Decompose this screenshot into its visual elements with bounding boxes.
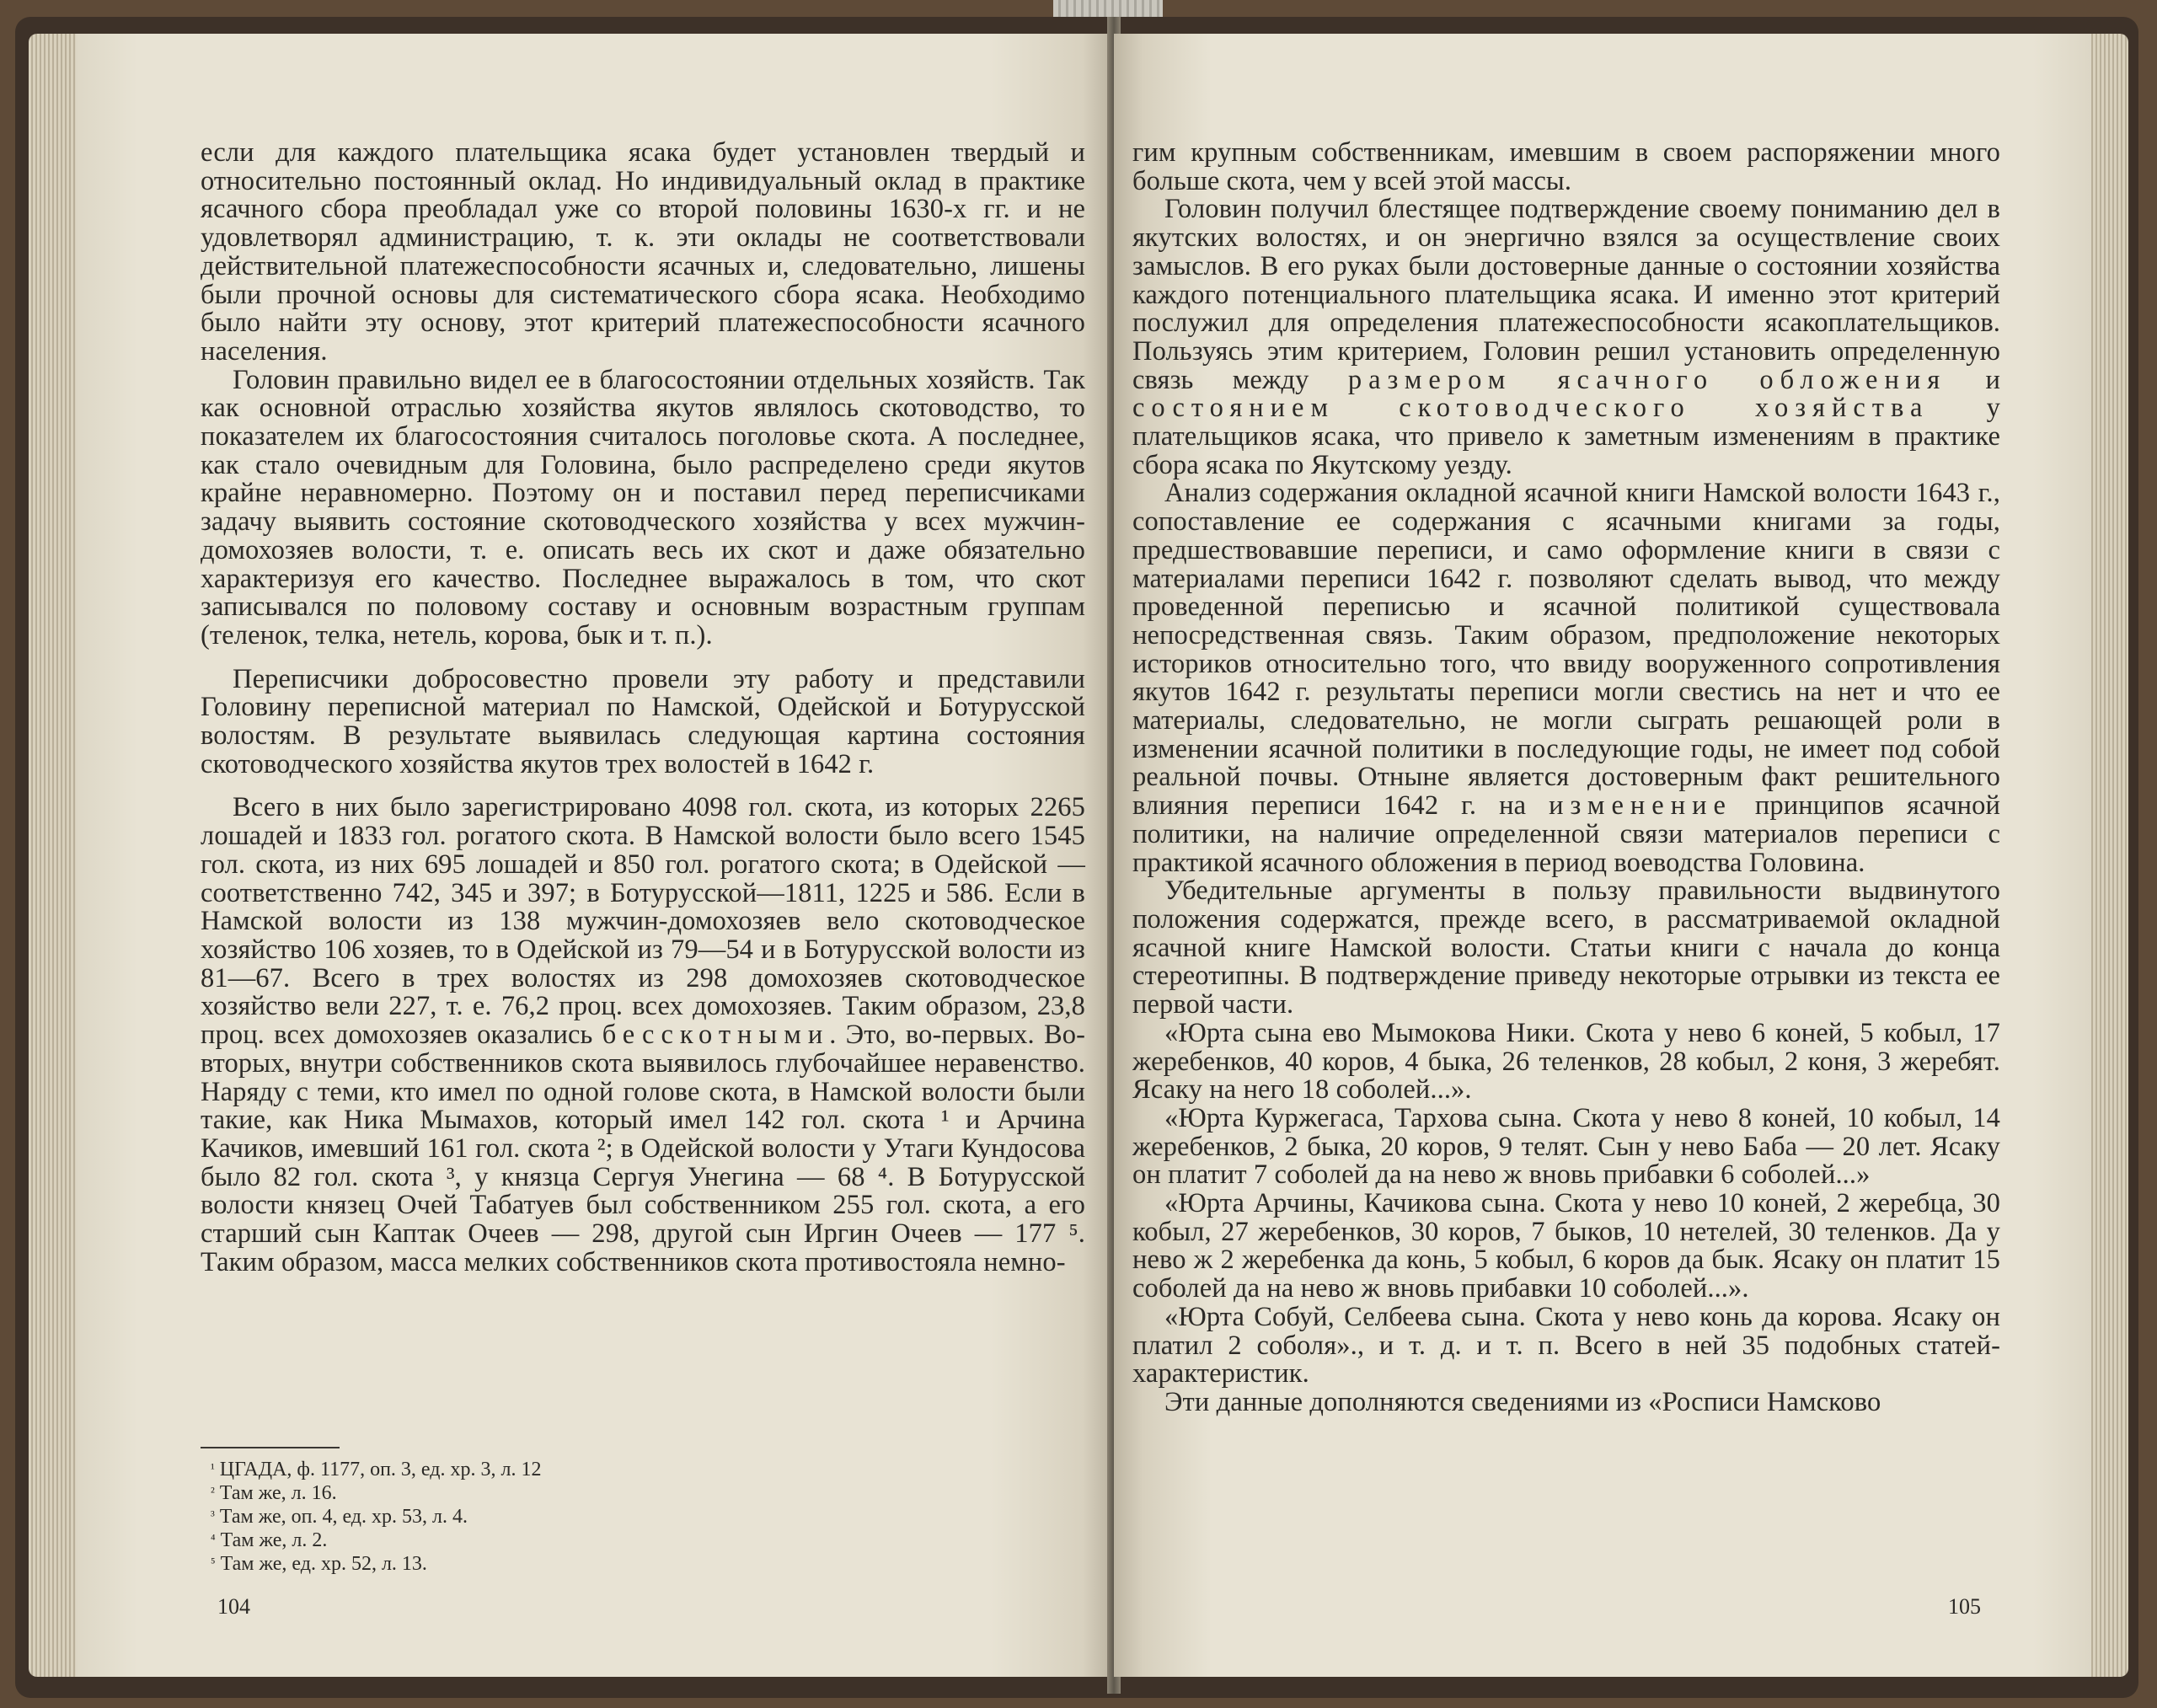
paragraph-text: у плательщиков ясака, что привело к заметным изменениям в практике сбора ясака по Якутскому уезду. — [1132, 393, 2001, 480]
emphasized-word: изменение — [1549, 790, 1732, 822]
paragraph-text: Анализ содержания окладной ясачной книги Намской волости 1643 г., сопоставление ее содержания с ясачными книгами за годы, предшествовавшие переписи, и само оформление книги в связи с материалами переписи 1642 г. позволяют сделать вывод, что между проведенной переписью и ясачной политикой существовала непосредственная связь. Таким образом, предположение некоторых историков относительно того, что ввиду вооруженного сопротивления якутов 1642 г. результаты переписи могли свестись на нет и что ее материалы, следовательно, не могли сыграть решающей роли в изменении ясачной политики в последующие годы, не имеет под собой реальной почвы. Отныне является достоверным факт решительного влияния переписи 1642 г. на — [1132, 478, 2000, 822]
footnote — [211, 1552, 969, 1576]
footnote-divider — [201, 1447, 340, 1448]
quote-paragraph: «Юрта сына ево Мымокова Ники. Скота у нево 6 коней, 5 кобыл, 17 жеребенков, 40 коров, 4 быка, 26 теленков, 28 кобыл, 2 коня, 3 жеребят. Ясаку на него 18 соболей...». — [1132, 1017, 2000, 1106]
paragraph-text: принципов ясачной политики, на наличие определенной связи материалов переписи с практикой ясачного обложения в период воеводства Головина. — [1132, 790, 2000, 878]
paragraph: Убедительные аргументы в пользу правильности выдвинутого положения содержатся, прежде всего, в рассматриваемой окладной ясачной книге Намской волости. Статьи книги с начала до конца стереотипны. В подтверждение приведу некоторые отрывки из текста ее первой части. — [1132, 875, 2000, 1020]
paragraph: Переписчики добросовестно провели эту работу и представили Головину переписной материал по Намской, Одейской и Ботурусской волостям. В результате выявилась следующая картина состояния скотоводческого хозяйства якутов трех волостей в 1642 г. — [201, 663, 1085, 779]
left-page-text — [201, 139, 1085, 1277]
paragraph — [1132, 479, 2000, 877]
quote-paragraph: «Юрта Арчины, Качикова сына. Скота у нево 10 коней, 2 жеребца, 30 кобыл, 27 жеребенков, 30 коров, 7 быков, 10 нетелей, 30 теленков. Да у нево ж 2 жеребенка да конь, 5 кобыл, 6 коров да бык. Ясаку он платит 15 соболей да на нево ж вновь прибавки 10 соболей...». — [1132, 1188, 2000, 1304]
footnote — [211, 1505, 969, 1529]
paragraph-text: Всего в них было зарегистрировано 4098 гол. скота, из которых 2265 лошадей и 1833 гол. рогатого скота. В Намской волости было всего 1545 гол. скота, из них 695 лошадей и 850 гол. рогатого скота; в Одейской — соответственно 742, 345 и 397; в Ботурусской—1811, 1225 и 586. Если в Намской волости из 138 мужчин-домохозяев вело скотоводческое хозяйство 106 хозяев, то в Одейской из 79—54 и в Ботурусской волости из 81—67. Всего в трех волостях из 298 домохозяев скотоводческое хозяйство вели 227, т. е. 76,2 проц. всех домохозяев. Таким образом, 23,8 проц. всех домохозяев оказались — [201, 792, 1085, 1051]
left-page — [76, 34, 1114, 1677]
quote-paragraph: «Юрта Куржегаса, Тархова сына. Скота у нево 8 коней, 10 кобыл, 14 жеребенков, 2 быка, 20 коров, 9 телят. Сын у нево Баба — 20 лет. Ясаку он платит 7 соболей да на нево ж вновь прибавки 6 соболей...» — [1132, 1102, 2000, 1191]
footnote-text: Там же, оп. 4, ед. хр. 53, л. 4. — [219, 1506, 468, 1528]
footnote-number: ⁴ — [211, 1533, 216, 1547]
footnote-text: Там же, л. 2. — [220, 1529, 328, 1551]
footnote — [211, 1481, 969, 1505]
paragraph: если для каждого плательщика ясака будет установлен твердый и относительно постоянный оклад. Но индивидуальный оклад в практике ясачного сбора преобладал уже со второй половины 1630-х гг. и не удовлетворял администрацию, т. к. эти оклады не соответствовали действительной платежеспособности ясачных и, следовательно, лишены были прочной основы для систематического сбора ясака. Необходимо было найти эту основу, этот критерий платежеспособности ясачного населения. — [201, 137, 1085, 367]
paragraph: гим крупным собственникам, имевшим в своем распоряжении много больше скота, чем у всей этой массы. — [1132, 137, 2000, 196]
page-number: 104 — [217, 1594, 250, 1619]
right-page-text — [1132, 139, 2000, 1417]
footnote — [211, 1529, 969, 1552]
paragraph — [201, 794, 1085, 1277]
paragraph: Головин правильно видел ее в благосостоянии отдельных хозяйств. Так как основной отраслью хозяйства якутов являлось скотоводство, то показателем их благосостояния считалось поголовье скота. А последнее, как стало очевидным для Головина, было распределено среди якутов крайне неравномерно. Поэтому он и поставил перед переписчиками задачу выявить состояние скотоводческого хозяйства у всех мужчин-домохозяев волости, т. е. описать весь их скот и даже обязательно характеризуя его качество. Последнее выражалось в том, что скот записывался по половому составу и основным возрастным группам (теленок, телка, нетель, корова, бык и т. п.). — [201, 364, 1085, 651]
paragraph-text: и — [1946, 364, 2001, 395]
emphasized-word: бесскотными — [602, 1020, 830, 1051]
emphasized-phrase: состоянием скотоводческого хозяйства — [1132, 393, 1930, 424]
right-page — [1114, 34, 2091, 1677]
emphasized-phrase: размером ясачного обложения — [1347, 364, 1947, 395]
page-number: 105 — [1948, 1594, 1981, 1619]
paragraph-text: Головин получил блестящее подтверждение своему пониманию дел в якутских волостях, и он энергично взялся за осуществление своих замыслов. В его руках были достоверные данные о состоянии хозяйства каждого потенциального плательщика ясака. И именно этот критерий послужил для определения платежеспособности ясакоплательщиков. Пользуясь этим критерием, Головин решил установить определенную связь между — [1132, 194, 2000, 395]
paragraph-text: . Это, во-первых. Во-вторых, внутри собственников скота выявилось глубочайшее неравенство. Наряду с теми, кто имел по одной голове скота, в Намской волости были такие, как Ника Мымахов, который имел 142 гол. скота ¹ и Арчина Качиков, имевший 161 гол. скота ²; в Одейской волости у Утаги Кундосова было 82 гол. скота ³, у князца Сергуя Унегина — 68 ⁴. В Ботурусской волости князец Очей Табатуев был собственником 255 гол. скота, а его старший сын Каптак Очеев — 298, другой сын Иргин Очеев — 177 ⁵. Таким образом, масса мелких собственников скота противостояла немно- — [201, 1020, 1085, 1277]
footnote — [211, 1458, 969, 1481]
footnote-text: ЦГАДА, ф. 1177, оп. 3, ед. хр. 3, л. 12 — [219, 1459, 542, 1480]
quote-paragraph: «Юрта Собуй, Селбеева сына. Скота у нево конь да корова. Ясаку он платил 2 соболя»., и т. д. и т. п. Всего в ней 35 подобных статей-характеристик. — [1132, 1301, 2000, 1389]
footnote-number: ² — [211, 1486, 215, 1500]
footnote-text: Там же, ед. хр. 52, л. 13. — [220, 1553, 427, 1575]
footnote-number: ³ — [211, 1509, 215, 1523]
footnote-text: Там же, л. 16. — [219, 1482, 337, 1504]
paragraph: Эти данные дополняются сведениями из «Росписи Намсково — [1164, 1386, 1881, 1417]
footnote-number: ¹ — [211, 1462, 215, 1476]
paragraph — [1132, 195, 2000, 479]
footnotes — [211, 1458, 969, 1576]
footnote-number: ⁵ — [211, 1556, 216, 1571]
